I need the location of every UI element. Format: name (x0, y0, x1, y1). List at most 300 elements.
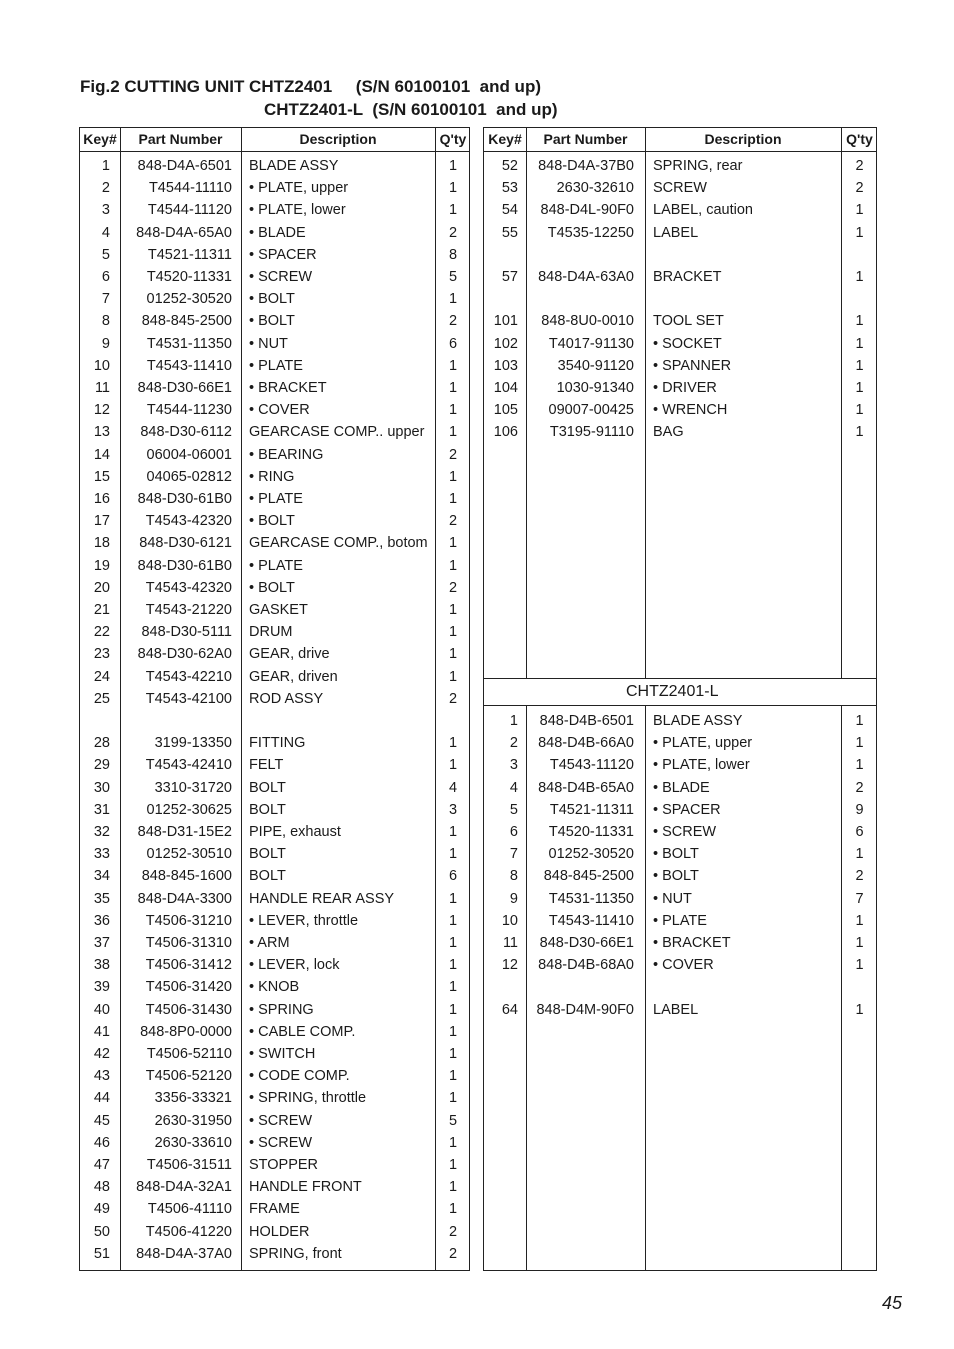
key-cell: 38 (93, 957, 110, 974)
key-cell: 14 (93, 446, 110, 463)
qty-cell: 1 (448, 1201, 458, 1218)
col-header-key: Key# (488, 131, 522, 147)
key-cell: 43 (93, 1068, 110, 1085)
description-cell: • SPACER (653, 801, 721, 818)
qty-cell: 1 (448, 957, 458, 974)
key-cell: 41 (93, 1023, 110, 1040)
key-cell: 46 (93, 1134, 110, 1151)
table-row (80, 310, 469, 332)
qty-cell: 1 (448, 424, 458, 441)
qty-cell: 1 (448, 557, 458, 574)
table-row (484, 777, 876, 799)
part-number-cell: T4543-11120 (549, 757, 634, 774)
table-row (80, 666, 469, 688)
description-cell: LABEL (653, 1001, 699, 1018)
table-row (484, 177, 876, 199)
part-number-cell: T4506-52120 (145, 1068, 232, 1085)
key-cell: 13 (93, 424, 110, 441)
key-cell: 30 (93, 779, 110, 796)
part-number-cell: 848-D4A-3300 (137, 890, 232, 907)
table-row (484, 310, 876, 332)
qty-cell: 2 (448, 513, 458, 530)
table-row (80, 199, 469, 221)
part-number-cell: T4506-41220 (145, 1223, 232, 1240)
part-number-cell: T4521-11311 (549, 801, 634, 818)
part-number-cell: T4520-11331 (146, 269, 232, 285)
qty-cell: 1 (448, 912, 458, 929)
description-cell: • BOLT (653, 846, 699, 863)
part-number-cell: 848-D30-5111 (141, 624, 232, 641)
col-header-qty: Q'ty (846, 131, 873, 147)
key-cell: 1 (509, 713, 518, 729)
qty-cell: 1 (448, 202, 458, 219)
key-cell: 3 (101, 202, 110, 219)
table-row (80, 976, 469, 998)
description-cell: BOLT (249, 868, 286, 885)
key-cell: 7 (101, 291, 110, 308)
key-cell: 25 (93, 690, 110, 707)
qty-cell: 1 (855, 912, 864, 929)
description-cell: HANDLE FRONT (249, 1179, 362, 1196)
key-cell: 15 (93, 468, 110, 485)
key-cell: 106 (493, 424, 518, 441)
table-row (484, 754, 876, 776)
qty-cell: 5 (448, 269, 458, 285)
description-cell: BOLT (249, 801, 286, 818)
description-cell: LABEL, caution (653, 202, 753, 219)
table-row-blank (80, 710, 469, 732)
table-row (80, 555, 469, 577)
table-row (80, 865, 469, 887)
description-cell: FRAME (249, 1201, 300, 1218)
key-cell: 57 (501, 269, 518, 285)
table-row (80, 732, 469, 754)
key-cell: 24 (93, 668, 110, 685)
part-number-cell: 01252-30625 (146, 801, 232, 818)
description-cell: GEARCASE COMP., botom (249, 535, 428, 552)
part-number-cell: T4543-42210 (145, 668, 232, 685)
part-number-cell: 848-D30-6112 (140, 424, 232, 441)
description-cell: • BLADE (653, 779, 710, 796)
key-cell: 35 (93, 890, 110, 907)
table-row (484, 732, 876, 754)
part-number-cell: 01252-30510 (146, 846, 232, 863)
qty-cell: 1 (448, 158, 458, 174)
description-cell: • PLATE (249, 557, 303, 574)
description-cell: • BOLT (653, 868, 699, 885)
table-row (80, 1154, 469, 1176)
part-number-cell: T4535-12250 (547, 224, 634, 241)
part-number-cell: 3310-31720 (154, 779, 232, 796)
table-row (80, 488, 469, 510)
qty-cell: 1 (448, 535, 458, 552)
key-cell: 52 (501, 158, 518, 174)
table-row (80, 910, 469, 932)
table-row (80, 688, 469, 710)
part-number-cell: 848-D4L-90F0 (540, 202, 634, 219)
part-number-cell: 848-D4A-37B0 (538, 158, 634, 174)
qty-cell: 2 (855, 180, 864, 197)
qty-cell: 1 (448, 491, 458, 507)
col-header-key: Key# (83, 131, 117, 147)
qty-cell: 1 (448, 180, 458, 197)
key-cell: 31 (93, 801, 110, 818)
key-cell: 6 (509, 824, 518, 840)
part-number-cell: T4506-41110 (147, 1201, 232, 1218)
description-cell: • SPRING, throttle (249, 1090, 367, 1107)
key-cell: 2 (101, 180, 110, 197)
key-cell: 8 (101, 313, 110, 330)
description-cell: • SOCKET (653, 335, 722, 352)
description-cell: • BRACKET (249, 380, 327, 396)
key-cell: 11 (94, 380, 110, 396)
part-number-cell: T4506-31210 (145, 912, 232, 929)
qty-cell: 1 (855, 846, 864, 863)
table-row (484, 821, 876, 843)
key-cell: 45 (93, 1112, 110, 1129)
part-number-cell: T4543-42100 (145, 690, 232, 707)
description-cell: STOPPER (249, 1157, 319, 1173)
part-number-cell: 848-D4M-90F0 (536, 1001, 634, 1018)
part-number-cell: T4543-42320 (145, 513, 232, 530)
description-cell: • COVER (249, 402, 310, 419)
part-number-cell: T4543-21220 (145, 602, 232, 618)
key-cell: 9 (101, 335, 110, 352)
part-number-cell: T4543-42320 (145, 579, 232, 596)
qty-cell: 1 (855, 957, 864, 974)
key-cell: 17 (93, 513, 110, 530)
table-row (80, 843, 469, 865)
part-number-cell: 1030-91340 (556, 380, 634, 396)
description-cell: PIPE, exhaust (249, 824, 341, 840)
description-cell: GEARCASE COMP.. upper (249, 424, 425, 441)
table-row (80, 1132, 469, 1154)
description-cell: • CABLE COMP. (249, 1023, 356, 1040)
part-number-cell: 01252-30520 (146, 291, 232, 308)
description-cell: • BRACKET (653, 935, 731, 951)
key-cell: 9 (509, 890, 518, 907)
table-row (80, 377, 469, 399)
key-cell: 8 (509, 868, 518, 885)
qty-cell: 1 (855, 269, 864, 285)
key-cell: 12 (93, 402, 110, 419)
description-cell: • LEVER, lock (249, 957, 340, 974)
parts-table-left (79, 127, 470, 1271)
qty-cell: 2 (448, 690, 458, 707)
qty-cell: 1 (448, 1001, 458, 1018)
key-cell: 103 (493, 357, 518, 374)
part-number-cell: T4543-42410 (145, 757, 232, 774)
key-cell: 7 (509, 846, 518, 863)
description-cell: • CODE COMP. (249, 1068, 350, 1085)
qty-cell: 1 (855, 713, 864, 729)
description-cell: • SCREW (249, 1134, 313, 1151)
table-row (80, 466, 469, 488)
table-row (80, 288, 469, 310)
key-cell: 101 (493, 313, 518, 330)
table-row (80, 577, 469, 599)
qty-cell: 1 (448, 1157, 458, 1173)
qty-cell: 1 (855, 735, 864, 752)
description-cell: • SCREW (653, 824, 717, 840)
description-cell: • RING (249, 468, 295, 485)
description-cell: • SPRING (249, 1001, 314, 1018)
qty-cell: 1 (855, 757, 864, 774)
table-row (80, 510, 469, 532)
description-cell: GEAR, drive (249, 646, 330, 663)
table-row (80, 1087, 469, 1109)
key-cell: 51 (93, 1245, 110, 1262)
table-row (80, 1043, 469, 1065)
table-row (80, 643, 469, 665)
key-cell: 10 (501, 912, 518, 929)
key-cell: 33 (93, 846, 110, 863)
table-row (80, 1021, 469, 1043)
table-row (484, 710, 876, 732)
key-cell: 1 (101, 158, 110, 174)
description-cell: TOOL SET (653, 313, 724, 330)
table-row (484, 932, 876, 954)
table-row (80, 421, 469, 443)
qty-cell: 1 (448, 757, 458, 774)
table-header (80, 128, 469, 152)
description-cell: BLADE ASSY (653, 713, 743, 729)
table-row-blank (484, 288, 876, 310)
part-number-cell: 848-D4A-65A0 (136, 224, 232, 241)
table-row (484, 799, 876, 821)
part-number-cell: T4544-11120 (147, 202, 232, 219)
qty-cell: 2 (855, 158, 864, 174)
key-cell: 28 (93, 735, 110, 752)
part-number-cell: 848-D30-66E1 (539, 935, 634, 951)
qty-cell: 1 (448, 846, 458, 863)
key-cell: 36 (93, 912, 110, 929)
table-row (80, 244, 469, 266)
key-cell: 50 (93, 1223, 110, 1240)
part-number-cell: 848-D4A-63A0 (538, 269, 634, 285)
table-row (484, 954, 876, 976)
qty-cell: 1 (855, 402, 864, 419)
description-cell: • NUT (249, 335, 288, 352)
table-row (80, 177, 469, 199)
key-cell: 29 (93, 757, 110, 774)
key-cell: 53 (501, 180, 518, 197)
part-number-cell: T4520-11331 (548, 824, 634, 840)
qty-cell: 2 (855, 779, 864, 796)
qty-cell: 1 (448, 979, 458, 996)
qty-cell: 2 (448, 1223, 458, 1240)
col-header-qty: Q'ty (439, 131, 467, 147)
qty-cell: 1 (855, 357, 864, 374)
table-row (484, 865, 876, 887)
col-header-description: Description (299, 131, 377, 147)
part-number-cell: 06004-06001 (146, 446, 232, 463)
qty-cell: 1 (448, 735, 458, 752)
description-cell: GEAR, driven (249, 668, 338, 685)
table-row (80, 799, 469, 821)
table-row (80, 1176, 469, 1198)
table-row (80, 777, 469, 799)
description-cell: • PLATE (653, 912, 707, 929)
key-cell: 105 (493, 402, 518, 419)
qty-cell: 1 (855, 424, 864, 441)
key-cell: 23 (93, 646, 110, 663)
part-number-cell: T3195-91110 (549, 424, 634, 441)
qty-cell: 3 (448, 801, 458, 818)
description-cell: BLADE ASSY (249, 158, 339, 174)
part-number-cell: 848-8U0-0010 (541, 313, 634, 330)
qty-cell: 1 (448, 380, 458, 396)
key-cell: 55 (501, 224, 518, 241)
qty-cell: 1 (448, 291, 458, 308)
description-cell: • PLATE, upper (249, 180, 349, 197)
description-cell: HOLDER (249, 1223, 310, 1240)
key-cell: 3 (509, 757, 518, 774)
key-cell: 12 (501, 957, 518, 974)
description-cell: • PLATE (249, 357, 303, 374)
part-number-cell: 848-845-2500 (543, 868, 634, 885)
subsection-header (484, 678, 876, 706)
table-row (80, 599, 469, 621)
table-row (484, 199, 876, 221)
description-cell: BOLT (249, 846, 286, 863)
part-number-cell: 848-D30-62A0 (137, 646, 232, 663)
qty-cell: 7 (855, 890, 864, 907)
table-row (484, 999, 876, 1021)
part-number-cell: T4506-31430 (145, 1001, 232, 1018)
qty-cell: 1 (448, 1068, 458, 1085)
key-cell: 44 (93, 1090, 110, 1107)
part-number-cell: 848-D4A-6501 (137, 158, 232, 174)
description-cell: • KNOB (249, 979, 300, 996)
description-cell: GASKET (249, 602, 308, 618)
description-cell: FITTING (249, 735, 306, 752)
part-number-cell: 09007-00425 (548, 402, 634, 419)
qty-cell: 1 (855, 335, 864, 352)
part-number-cell: T4544-11110 (148, 180, 232, 197)
qty-cell: 2 (448, 446, 458, 463)
description-cell: • SWITCH (249, 1046, 316, 1062)
part-number-cell: 848-D30-6121 (139, 535, 232, 552)
part-number-cell: T4544-11230 (146, 402, 232, 419)
key-cell: 16 (93, 491, 110, 507)
description-cell: • BOLT (249, 513, 295, 530)
description-cell: BAG (653, 424, 684, 441)
description-cell: • BLADE (249, 224, 306, 241)
table-row (80, 444, 469, 466)
table-row-blank (484, 976, 876, 998)
key-cell: 11 (502, 935, 518, 951)
key-cell: 40 (93, 1001, 110, 1018)
table-row (80, 954, 469, 976)
table-row (80, 266, 469, 288)
table-row (80, 888, 469, 910)
description-cell: HANDLE REAR ASSY (249, 890, 395, 907)
part-number-cell: 848-D30-61B0 (137, 557, 232, 574)
key-cell: 2 (509, 735, 518, 752)
description-cell: • BOLT (249, 291, 295, 308)
part-number-cell: 848-D30-61B0 (137, 491, 232, 507)
key-cell: 47 (93, 1157, 110, 1173)
part-number-cell: 848-D4A-37A0 (136, 1245, 232, 1262)
qty-cell: 1 (855, 380, 864, 396)
description-cell: • BEARING (249, 446, 324, 463)
description-cell: FELT (249, 757, 284, 774)
part-number-cell: T4506-52110 (146, 1046, 232, 1062)
key-cell: 4 (101, 224, 110, 241)
key-cell: 54 (501, 202, 518, 219)
qty-cell: 1 (448, 890, 458, 907)
table-row (484, 843, 876, 865)
key-cell: 32 (93, 824, 110, 840)
description-cell: • SPANNER (653, 357, 732, 374)
description-cell: • PLATE (249, 491, 303, 507)
qty-cell: 9 (855, 801, 864, 818)
page-number: 45 (881, 1293, 902, 1313)
part-number-cell: T4543-11410 (146, 357, 232, 374)
part-number-cell: 848-D31-15E2 (137, 824, 232, 840)
part-number-cell: 848-D4B-66A0 (538, 735, 634, 752)
table-row (484, 355, 876, 377)
table-row (80, 1243, 469, 1265)
key-cell: 22 (93, 624, 110, 641)
key-cell: 64 (501, 1001, 518, 1018)
description-cell: SPRING, rear (653, 158, 743, 174)
qty-cell: 1 (448, 602, 458, 618)
key-cell: 102 (493, 335, 518, 352)
key-cell: 37 (93, 935, 110, 951)
part-number-cell: T4521-11311 (147, 246, 232, 263)
key-cell: 5 (509, 801, 518, 818)
description-cell: • LEVER, throttle (249, 912, 359, 929)
qty-cell: 8 (448, 246, 458, 263)
qty-cell: 1 (448, 357, 458, 374)
key-cell: 39 (93, 979, 110, 996)
part-number-cell: 848-845-2500 (141, 313, 232, 330)
key-cell: 20 (93, 579, 110, 596)
table-row (80, 999, 469, 1021)
qty-cell: 1 (448, 1090, 458, 1107)
key-cell: 34 (93, 868, 110, 885)
table-row (80, 399, 469, 421)
key-cell: 10 (93, 357, 110, 374)
qty-cell: 1 (448, 1179, 458, 1196)
part-number-cell: T4506-31511 (146, 1157, 232, 1173)
subsection-label: CHTZ2401-L (626, 683, 719, 700)
part-number-cell: 848-D4B-65A0 (538, 779, 634, 796)
qty-cell: 1 (448, 1046, 458, 1062)
table-header (484, 128, 876, 152)
part-number-cell: 848-D4A-32A1 (136, 1179, 232, 1196)
parts-table-right (483, 127, 877, 1271)
part-number-cell: 2630-33610 (154, 1134, 232, 1151)
description-cell: • BOLT (249, 313, 295, 330)
qty-cell: 1 (855, 224, 864, 241)
qty-cell: 2 (448, 224, 458, 241)
table-row (80, 821, 469, 843)
part-number-cell: 01252-30520 (548, 846, 634, 863)
table-row-blank (484, 244, 876, 266)
description-cell: • SCREW (249, 1112, 313, 1129)
part-number-cell: 848-845-1600 (141, 868, 232, 885)
description-cell: • DRIVER (653, 380, 717, 396)
col-header-part-number: Part Number (138, 131, 223, 147)
table-row (80, 932, 469, 954)
table-row (484, 421, 876, 443)
key-cell: 18 (93, 535, 110, 552)
qty-cell: 1 (448, 468, 458, 485)
qty-cell: 1 (448, 1134, 458, 1151)
